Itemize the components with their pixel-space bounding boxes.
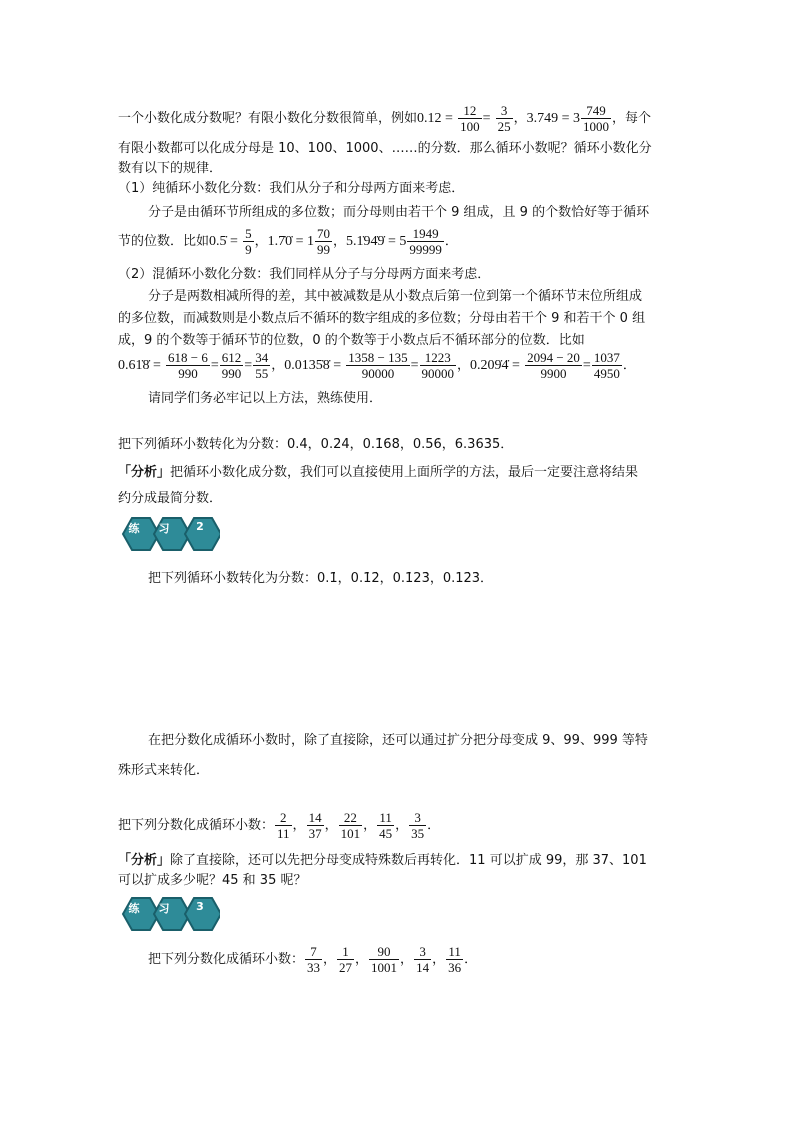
denominator: 90000	[361, 366, 395, 381]
math: 0.12 =	[417, 111, 453, 126]
numerator: 1	[337, 944, 354, 960]
math: =	[582, 358, 591, 373]
denominator: 33	[307, 960, 321, 975]
denominator: 37	[308, 826, 322, 841]
text: 把下列分数化成循环小数：	[118, 818, 275, 833]
denominator: 990	[178, 366, 198, 381]
fraction	[305, 944, 322, 975]
analysis-label: 「分析」	[118, 465, 171, 480]
analysis-label: 「分析」	[118, 853, 171, 868]
badge-number: 3	[196, 900, 204, 913]
analysis-1-line-1	[118, 464, 638, 482]
math: 0.61̇8̇ =	[118, 358, 161, 373]
numerator: 1949	[407, 226, 444, 242]
denominator: 9900	[540, 366, 567, 381]
denominator: 36	[448, 960, 462, 975]
fraction	[458, 103, 482, 134]
exercise-3-badge	[120, 896, 220, 932]
text: 一个小数化成分数呢？有限小数化分数很简单，例如	[118, 111, 418, 126]
numerator: 3	[496, 103, 513, 119]
denominator: 101	[340, 826, 361, 841]
text: ，	[332, 234, 346, 249]
fraction	[220, 350, 244, 381]
mixed-rule-line-2: 的多位数，而减数则是小数点后不循环的数字组成的多位数；分母由若干个 9 和若干个 0 组	[118, 311, 646, 326]
fraction	[414, 944, 431, 975]
numerator: 11	[446, 944, 463, 960]
text: 节的位数．比如	[118, 234, 210, 249]
math: 1.7̇0̇ = 1	[267, 234, 314, 249]
fraction	[592, 350, 622, 381]
text: ．	[622, 358, 636, 373]
denominator: 99	[316, 242, 330, 257]
numerator: 3	[414, 944, 431, 960]
analysis-2-line-1	[118, 852, 647, 870]
question-3	[118, 810, 440, 841]
numerator: 1223	[420, 350, 457, 366]
denominator: 11	[277, 826, 290, 841]
text: 把下列分数化成循环小数：	[148, 952, 305, 967]
numerator: 1037	[593, 350, 620, 365]
reminder-line: 请同学们务必牢记以上方法，熟练使用．	[148, 391, 383, 406]
fraction	[409, 810, 426, 841]
numerator: 22	[339, 810, 363, 826]
denominator: 9	[245, 242, 252, 257]
numerator: 749	[581, 103, 611, 119]
heading-mixed: （2）混循环小数化分数：我们同样从分子与分母两方面来考虑．	[118, 267, 491, 282]
fraction	[420, 350, 457, 381]
text: ，	[292, 818, 306, 833]
fraction	[307, 810, 324, 841]
text: ．	[427, 818, 441, 833]
fraction	[496, 103, 513, 134]
math: 5.1̇94̇9̇ = 5	[346, 234, 407, 249]
text: ，每个	[612, 111, 652, 126]
fraction	[339, 810, 363, 841]
analysis-2-line-2: 可以扩成多少呢？45 和 35 呢？	[118, 873, 307, 888]
exercise-3-question	[148, 944, 477, 975]
denominator: 25	[497, 119, 511, 134]
text: ，	[363, 818, 377, 833]
text: ，	[355, 952, 369, 967]
text: ，	[513, 111, 527, 126]
numerator: 618 − 6	[168, 350, 208, 365]
numerator: 2	[275, 810, 292, 826]
heading-pure: （1）纯循环小数化分数：我们从分子和分母两方面来考虑．	[118, 181, 465, 196]
badge-char: 练	[128, 902, 140, 915]
text: ，	[254, 234, 268, 249]
denominator: 990	[221, 366, 242, 381]
numerator: 612	[221, 350, 242, 365]
text: ，	[324, 818, 338, 833]
denominator: 99999	[409, 242, 442, 257]
numerator: 5	[245, 226, 252, 241]
text: ．	[464, 952, 478, 967]
math: =	[244, 358, 253, 373]
fraction	[525, 350, 582, 381]
mixed-rule-line-3: 成，9 的个数等于循环节的位数，0 的个数等于小数点后不循环部分的位数．比如	[118, 333, 585, 348]
numerator: 3	[409, 810, 426, 826]
denominator: 4950	[593, 366, 620, 381]
math: =	[210, 358, 219, 373]
text: ，	[271, 358, 285, 373]
text: ，	[400, 952, 414, 967]
text: 除了直接除，还可以先把分母变成特殊数后再转化．11 可以扩成 99，那 37、101	[170, 853, 647, 868]
text: ，	[395, 818, 409, 833]
denominator: 1001	[371, 960, 398, 975]
denominator: 35	[411, 826, 425, 841]
numerator: 70	[316, 226, 330, 241]
numerator: 1358 − 135	[348, 350, 408, 365]
fraction	[369, 944, 399, 975]
numerator: 11	[377, 810, 394, 826]
numerator: 7	[305, 944, 322, 960]
badge-number: 2	[196, 520, 204, 533]
denominator: 45	[379, 826, 393, 841]
denominator: 100	[460, 119, 480, 134]
mixed-rule-line-1: 分子是两数相减所得的差，其中被减数是从小数点后第一位到第一个循环节末位所组成	[148, 289, 643, 304]
fraction	[407, 226, 444, 257]
numerator: 12	[458, 103, 482, 119]
math: 0.5̇ =	[209, 234, 238, 249]
text: ，	[457, 358, 471, 373]
fraction	[243, 226, 254, 257]
denominator: 90000	[421, 366, 455, 381]
badge-char: 习	[158, 522, 170, 535]
fraction	[377, 810, 394, 841]
numerator: 14	[308, 810, 322, 825]
fraction	[166, 350, 210, 381]
question-1: 把下列循环小数转化为分数：0.4̇，0.2̇4̇，0.1̇6̇8̇，0.56̇，6.363̇5̇．	[118, 437, 514, 452]
math: =	[410, 358, 419, 373]
denominator: 1000	[583, 119, 610, 134]
text: ，	[432, 952, 446, 967]
badge-char: 习	[158, 902, 170, 915]
denominator: 55	[255, 366, 269, 381]
exercise-2-badge	[120, 516, 220, 552]
denominator: 14	[416, 960, 430, 975]
fraction	[253, 350, 270, 381]
text: ．	[444, 234, 458, 249]
numerator: 34	[255, 350, 269, 365]
fraction	[315, 226, 332, 257]
conversion-note-line-2: 殊形式来转化．	[118, 763, 210, 778]
denominator: 27	[339, 960, 353, 975]
pure-rule-line-1: 分子是由循环节所组成的多位数；而分母则由若干个 9 组成，且 9 的个数恰好等于循环	[148, 205, 650, 220]
math: 0.0135̇8̇ =	[284, 358, 342, 373]
analysis-1-line-2: 约分成最简分数．	[118, 491, 223, 506]
fraction	[446, 944, 463, 975]
badge-char: 练	[128, 522, 140, 535]
mixed-rule-examples	[118, 350, 636, 381]
intro-line-1	[118, 103, 651, 134]
exercise-2-question: 把下列循环小数转化为分数：0.1̇，0.1̇2̇，0.1̇23̇，0.12̇3̇．	[148, 571, 494, 586]
numerator: 90	[369, 944, 399, 960]
pure-rule-examples	[118, 226, 458, 257]
math: 0.209̇4̇ =	[470, 358, 520, 373]
conversion-note-line-1: 在把分数化成循环小数时，除了直接除，还可以通过扩分把分母变成 9、99、999 等特	[148, 733, 648, 748]
fraction	[346, 350, 409, 381]
fraction	[581, 103, 611, 134]
intro-line-2: 有限小数都可以化成分母是 10、100、1000、……的分数．那么循环小数呢？循环小数化分	[118, 141, 652, 156]
fraction	[275, 810, 292, 841]
text: ，	[323, 952, 337, 967]
math: =	[482, 111, 491, 126]
fraction	[337, 944, 354, 975]
math: 3.749 = 3	[526, 111, 581, 126]
text: 把循环小数化成分数，我们可以直接使用上面所学的方法，最后一定要注意将结果	[170, 465, 639, 480]
numerator: 2094 − 20	[527, 350, 580, 365]
intro-line-3: 数有以下的规律．	[118, 161, 223, 176]
